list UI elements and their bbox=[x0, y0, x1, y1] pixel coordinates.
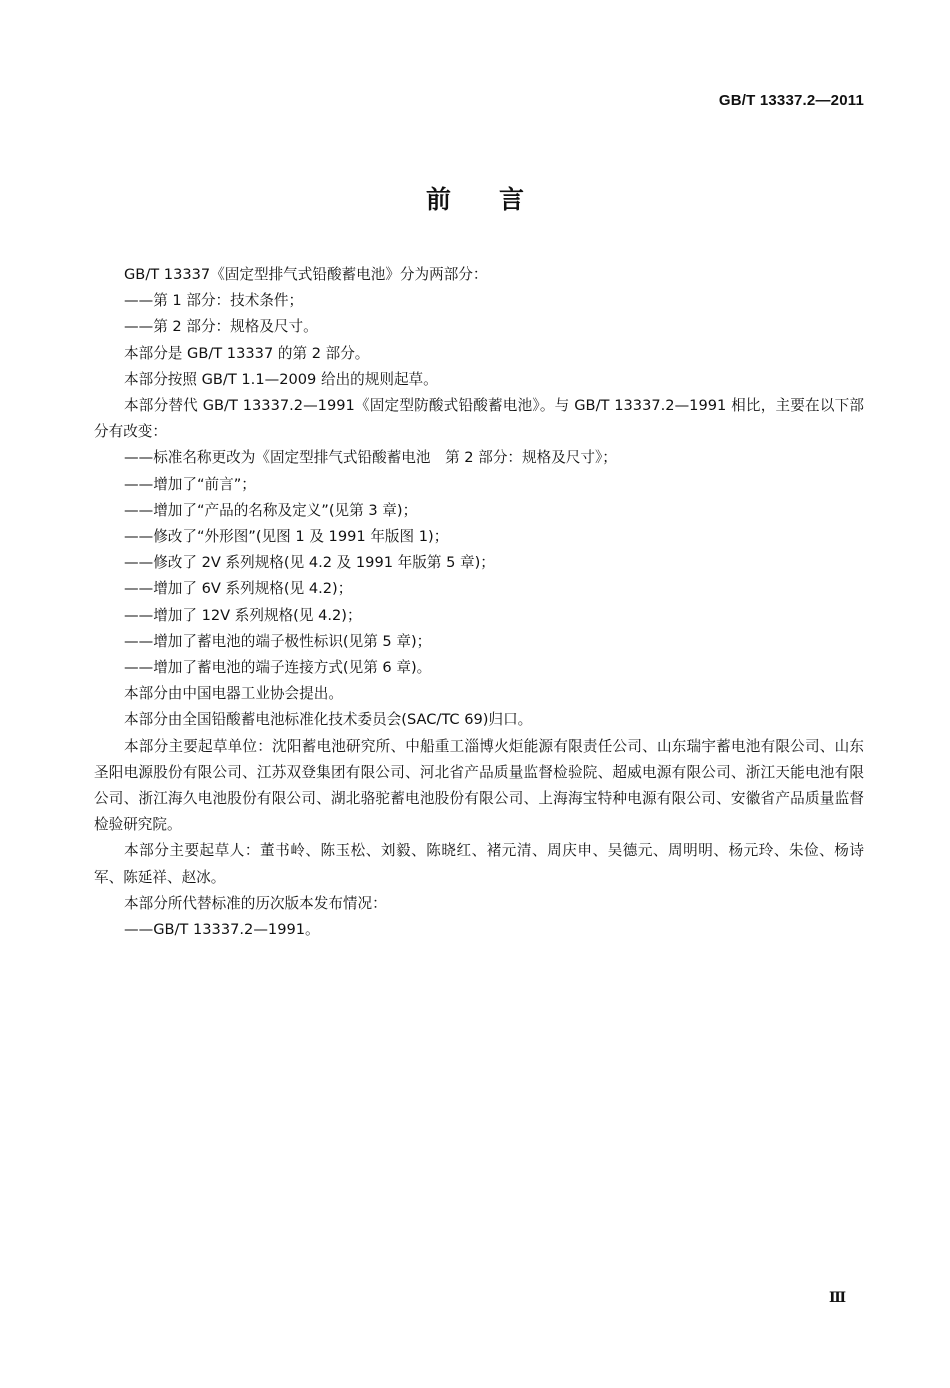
change-item: ——修改了“外形图”(见图 1 及 1991 年版图 1)； bbox=[124, 528, 449, 546]
change-item: ——标准名称更改为《固定型排气式铅酸蓄电池 第 2 部分：规格及尺寸》； bbox=[124, 449, 617, 467]
history-item: ——GB/T 13337.2—1991。 bbox=[124, 921, 320, 939]
list-item-part1: ——第 1 部分：技术条件； bbox=[124, 292, 304, 310]
change-item: ——增加了“产品的名称及定义”(见第 3 章)； bbox=[124, 501, 418, 519]
change-item: ——增加了“前言”； bbox=[124, 475, 256, 493]
change-item: ——修改了 2V 系列规格(见 4.2 及 1991 年版第 5 章)； bbox=[124, 554, 495, 572]
page-title: 前言 bbox=[425, 185, 572, 214]
paragraph-drafting-units: 本部分主要起草单位：沈阳蓄电池研究所、中船重工淄博火炬能源有限责任公司、山东瑞宇蓄电池有限公司、山东圣阳电源股份有限公司、江苏双登集团有限公司、河北省产品质量监督检验院、超威电源有限公司、浙江天能电池有限公司、浙江海久电池股份有限公司、湖北骆驼蓄电池股份有限公司、上海海宝特种电源有限公司、安徽省产品质量监督检验研究院。 bbox=[94, 737, 864, 834]
paragraph-proposer: 本部分由中国电器工业协会提出。 bbox=[124, 685, 343, 703]
paragraph-replacement: 本部分替代 GB/T 13337.2—1991《固定型防酸式铅酸蓄电池》。与 GB/T 13337.2—1991 相比，主要在以下部分有改变： bbox=[94, 397, 864, 441]
change-item: ——增加了蓄电池的端子连接方式(见第 6 章)。 bbox=[124, 659, 432, 677]
paragraph-history-heading: 本部分所代替标准的历次版本发布情况： bbox=[124, 894, 387, 912]
paragraph-part-statement: 本部分是 GB/T 13337 的第 2 部分。 bbox=[124, 344, 370, 362]
paragraph-drafting-rules: 本部分按照 GB/T 1.1—2009 给出的规则起草。 bbox=[124, 370, 438, 388]
change-item: ——增加了 6V 系列规格(见 4.2)； bbox=[124, 580, 353, 598]
standard-code: GB/T 13337.2—2011 bbox=[718, 92, 864, 109]
paragraph-intro: GB/T 13337《固定型排气式铅酸蓄电池》分为两部分： bbox=[124, 266, 488, 283]
page-number: Ⅲ bbox=[828, 1291, 846, 1306]
change-item: ——增加了 12V 系列规格(见 4.2)； bbox=[124, 606, 362, 624]
list-item-part2: ——第 2 部分：规格及尺寸。 bbox=[124, 318, 318, 336]
change-item: ——增加了蓄电池的端子极性标识(见第 5 章)； bbox=[124, 632, 432, 650]
paragraph-committee: 本部分由全国铅酸蓄电池标准化技术委员会(SAC/TC 69)归口。 bbox=[124, 711, 533, 729]
paragraph-drafters: 本部分主要起草人：董书岭、陈玉松、刘毅、陈晓红、褚元清、周庆申、吴德元、周明明、杨元玲、朱俭、杨诗军、陈延祥、赵冰。 bbox=[94, 842, 864, 886]
foreword-body bbox=[94, 262, 864, 943]
